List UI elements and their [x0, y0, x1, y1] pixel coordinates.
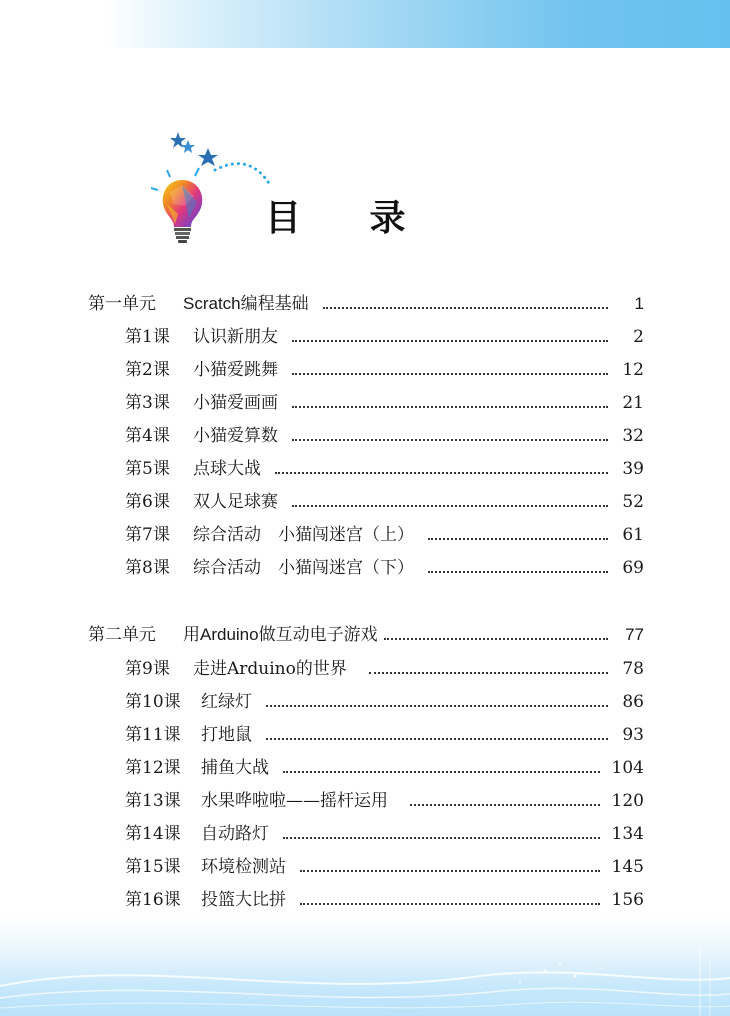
lesson-number: 第13课 [125, 791, 181, 811]
lesson-number: 第2课 [125, 360, 170, 380]
lesson-number: 第8课 [125, 558, 170, 578]
dot-leader [292, 406, 608, 408]
star-icon [198, 148, 218, 166]
lesson-title: 认识新朋友 [193, 327, 278, 347]
toc-row[interactable] [0, 885, 730, 915]
page-number: 86 [622, 692, 644, 712]
lesson-title: 双人足球赛 [193, 492, 278, 512]
page-number: 32 [622, 426, 644, 446]
toc-row[interactable] [0, 355, 730, 385]
toc-row[interactable] [0, 322, 730, 352]
lesson-number: 第14课 [125, 824, 181, 844]
unit-name: 用Arduino做互动电子游戏 [183, 625, 378, 644]
toc-row[interactable] [0, 687, 730, 717]
page-number: 77 [625, 625, 644, 644]
lesson-number: 第1课 [125, 327, 170, 347]
lesson-title: 捕鱼大战 [201, 758, 269, 778]
lesson-number: 第10课 [125, 692, 181, 712]
lesson-title: 水果哗啦啦——摇杆运用 [201, 791, 388, 811]
dot-leader [300, 903, 600, 905]
lesson-title: 小猫爱算数 [193, 426, 278, 446]
lesson-title: 小猫爱跳舞 [193, 360, 278, 380]
dot-leader [283, 771, 600, 773]
dot-leader [428, 571, 608, 573]
toc-row[interactable] [0, 753, 730, 783]
unit-label: 第二单元 [88, 625, 156, 644]
lesson-title: 点球大战 [193, 459, 261, 479]
unit-row[interactable] [0, 620, 730, 650]
lightbulb-icon [145, 130, 280, 245]
lesson-number: 第5课 [125, 459, 170, 479]
toc-row[interactable] [0, 487, 730, 517]
star-icon [181, 140, 195, 153]
dot-leader [323, 307, 608, 309]
unit-name: Scratch编程基础 [183, 294, 309, 313]
header-illustration [145, 130, 280, 245]
page-number: 69 [622, 558, 644, 578]
dot-leader [292, 340, 608, 342]
page-number: 39 [622, 459, 644, 479]
bottom-decor-band [0, 916, 730, 1016]
lesson-title: 综合活动 小猫闯迷宫（上） [193, 525, 414, 545]
toc-row[interactable] [0, 454, 730, 484]
page-number: 145 [611, 857, 644, 877]
page-number: 104 [611, 758, 644, 778]
page-number: 2 [633, 327, 644, 347]
lesson-number: 第15课 [125, 857, 181, 877]
lesson-title: 综合活动 小猫闯迷宫（下） [193, 558, 414, 578]
lesson-title: 环境检测站 [201, 857, 286, 877]
toc-row[interactable] [0, 553, 730, 583]
lesson-number: 第4课 [125, 426, 170, 446]
lesson-number: 第12课 [125, 758, 181, 778]
lesson-title: 小猫爱画画 [193, 393, 278, 413]
dot-leader [275, 472, 608, 474]
toc-row[interactable] [0, 654, 730, 684]
dot-leader [428, 538, 608, 540]
page-number: 21 [622, 393, 644, 413]
page-number: 1 [634, 294, 644, 313]
lesson-number: 第7课 [125, 525, 170, 545]
toc-row[interactable] [0, 421, 730, 451]
lesson-title: 自动路灯 [201, 824, 269, 844]
lesson-title: 红绿灯 [201, 692, 252, 712]
toc-row[interactable] [0, 720, 730, 750]
lesson-number: 第6课 [125, 492, 170, 512]
page-title: 目 录 [265, 198, 434, 239]
page-number: 52 [622, 492, 644, 512]
dot-leader [292, 505, 608, 507]
page-number: 61 [622, 525, 644, 545]
toc-row[interactable] [0, 520, 730, 550]
dot-leader [283, 837, 600, 839]
dot-leader [300, 870, 600, 872]
dot-leader [292, 439, 608, 441]
lesson-number: 第3课 [125, 393, 170, 413]
dot-leader [266, 738, 608, 740]
page-number: 93 [622, 725, 644, 745]
lesson-number: 第9课 [125, 659, 170, 679]
dot-leader [369, 672, 608, 674]
lesson-title: 投篮大比拼 [201, 890, 286, 910]
dot-leader [384, 638, 608, 640]
unit-row[interactable] [0, 289, 730, 319]
unit-label: 第一单元 [88, 294, 156, 313]
lesson-number: 第16课 [125, 890, 181, 910]
page-number: 78 [622, 659, 644, 679]
toc-row[interactable] [0, 786, 730, 816]
page-number: 12 [622, 360, 644, 380]
toc-row[interactable] [0, 852, 730, 882]
dot-leader [410, 804, 600, 806]
lesson-title: 打地鼠 [201, 725, 252, 745]
lesson-number: 第11课 [125, 725, 181, 745]
dot-leader [266, 705, 608, 707]
page-number: 156 [611, 890, 644, 910]
dot-leader [292, 373, 608, 375]
page-number: 120 [611, 791, 644, 811]
lesson-title: 走进Arduino的世界 [193, 659, 347, 679]
toc-row[interactable] [0, 388, 730, 418]
page-number: 134 [611, 824, 644, 844]
toc-row[interactable] [0, 819, 730, 849]
top-decor-band [0, 0, 730, 48]
